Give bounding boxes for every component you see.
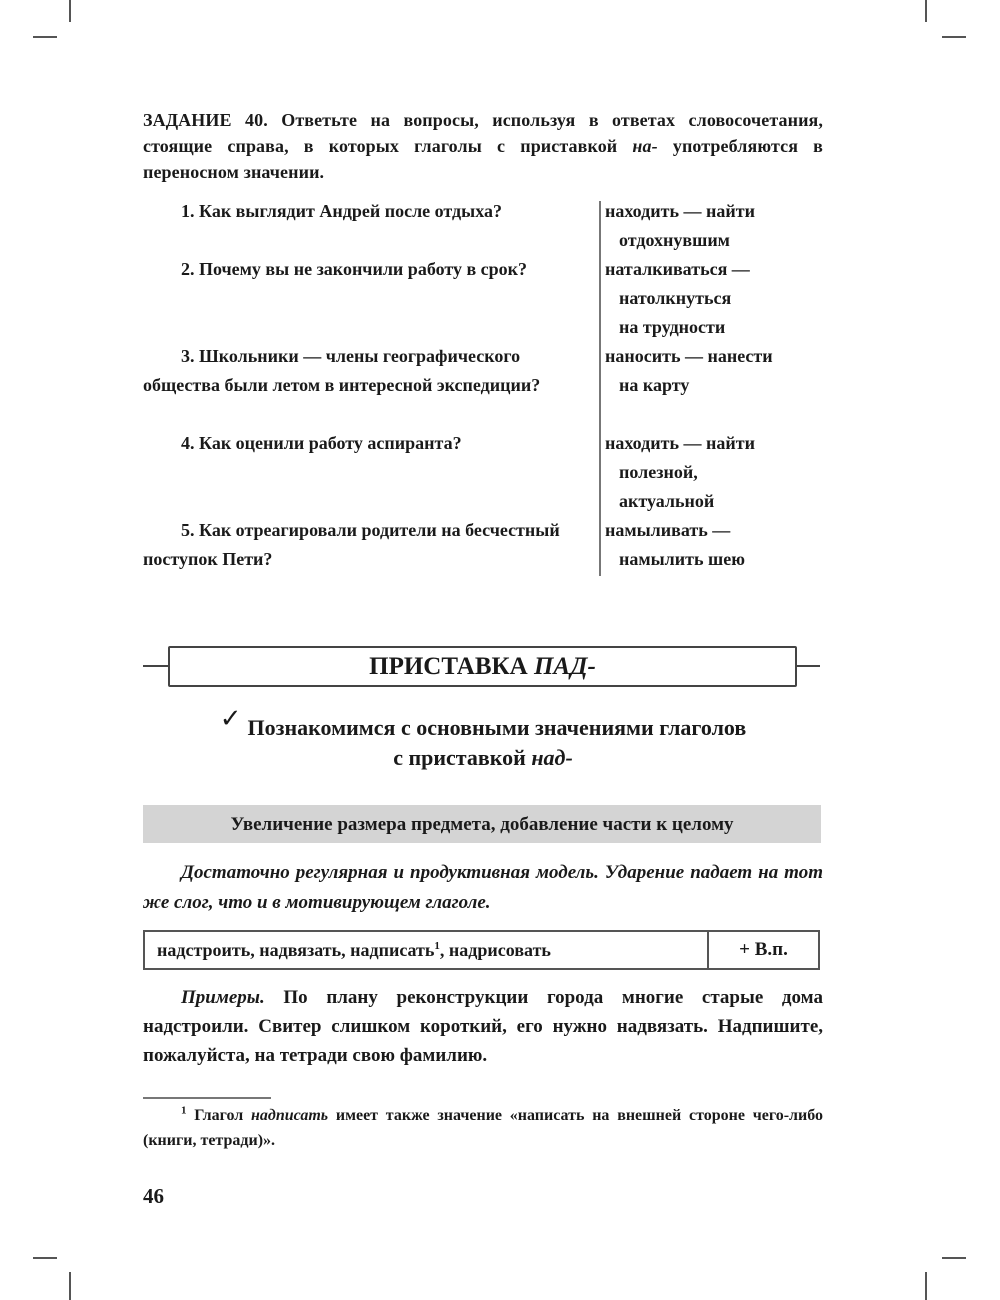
intro-line-1: Познакомимся с основными значениями глаголов <box>247 715 747 740</box>
meaning-description: Достаточно регулярная и продуктивная модель. Ударение падает на тот же слог, что и в мотивирующем глаголе. <box>143 862 823 913</box>
task-instruction <box>143 107 823 185</box>
answer-2-line-3: на трудности <box>619 317 726 337</box>
answer-2-line-2: натолкнуться <box>619 288 732 308</box>
answer-5-line-1: намыливать — <box>605 520 731 540</box>
footnote-rule <box>143 1097 271 1099</box>
section-title-main: ПРИСТАВКА <box>369 653 534 680</box>
task-text-after: употребляются в переносном значении. <box>143 136 823 182</box>
answer-1 <box>605 197 825 255</box>
crop-mark-top-left-horizontal <box>33 36 57 38</box>
question-3: 3. Школьники — члены географического общества были летом в интересной экспедиции? <box>143 346 541 395</box>
model-verbs-part-1: надстроить, надвязать, надписать <box>157 940 435 960</box>
answer-1-line-2: отдохнувшим <box>619 230 730 250</box>
answer-5 <box>605 516 825 574</box>
crop-mark-bottom-right-horizontal <box>942 1257 966 1259</box>
question-5: 5. Как отреагировали родители на бесчестный поступок Пети? <box>143 520 560 569</box>
examples-label: Примеры. <box>181 987 265 1008</box>
intro-heading <box>143 704 823 773</box>
question-1: 1. Как выглядит Андрей после отдыха? <box>181 201 502 221</box>
crop-mark-bottom-left-vertical <box>69 1272 71 1300</box>
answer-4-line-1: находить — найти <box>605 433 755 453</box>
model-table <box>143 930 820 970</box>
answer-1-line-1: находить — найти <box>605 201 755 221</box>
question-4: 4. Как оценили работу аспиранта? <box>181 433 462 453</box>
answer-4-line-2: полезной, <box>619 462 698 482</box>
intro-line-2-prefix: над- <box>531 745 573 770</box>
footnote <box>143 1103 823 1153</box>
model-verbs <box>145 932 709 968</box>
answer-2 <box>605 255 825 342</box>
footnote-text-after: имеет также значение «написать на внешней стороне чего-либо (книги, тетради)». <box>143 1107 824 1149</box>
crop-mark-top-left-vertical <box>69 0 71 22</box>
model-case: + В.п. <box>739 939 788 960</box>
questions-table <box>143 197 823 577</box>
answer-2-line-1: наталкиваться — <box>605 259 750 279</box>
section-rule-right <box>795 665 820 667</box>
answer-4-line-3: актуальной <box>619 491 715 511</box>
answer-3 <box>605 342 825 400</box>
intro-line-2-text: с приставкой <box>393 745 532 770</box>
checkmark-icon: ✓ <box>219 704 242 734</box>
crop-mark-bottom-left-horizontal <box>33 1257 57 1259</box>
answer-3-line-1: наносить — нанести <box>605 346 773 366</box>
footnote-text-before: Глагол <box>186 1107 252 1124</box>
footnote-marker: 1 <box>181 1104 187 1117</box>
section-title <box>168 646 797 687</box>
answer-3-line-2: на карту <box>619 375 690 395</box>
answer-5-line-2: намылить шею <box>619 549 745 569</box>
meaning-band: Увеличение размера предмета, добавление части к целому <box>143 805 821 843</box>
footnote-ref: 1 <box>434 940 440 952</box>
examples-paragraph <box>143 983 823 1070</box>
footnote-italic-word: надписать <box>251 1107 329 1124</box>
crop-mark-top-right-horizontal <box>942 36 966 38</box>
examples-text: По плану реконструкции города многие старые дома надстроили. Свитер слишком короткий, его нужно надвязать. Надпишите, пожалуйста, на тетради свою фамилию. <box>143 987 823 1066</box>
model-verbs-part-2: , надрисовать <box>439 940 551 960</box>
answer-4 <box>605 429 825 516</box>
task-number: ЗАДАНИЕ 40. <box>143 110 268 130</box>
section-title-prefix: ПАД- <box>533 653 596 680</box>
crop-mark-top-right-vertical <box>925 0 927 22</box>
section-rule-left <box>143 665 170 667</box>
question-2: 2. Почему вы не закончили работу в срок? <box>181 259 528 279</box>
column-divider <box>599 201 601 576</box>
page-number: 46 <box>143 1184 164 1208</box>
crop-mark-bottom-right-vertical <box>925 1272 927 1300</box>
task-prefix: на- <box>632 136 658 156</box>
task-text-before: Ответьте на вопросы, используя в ответах словосочетания, стоящие справа, в которых глаголы с приставкой <box>143 110 823 156</box>
